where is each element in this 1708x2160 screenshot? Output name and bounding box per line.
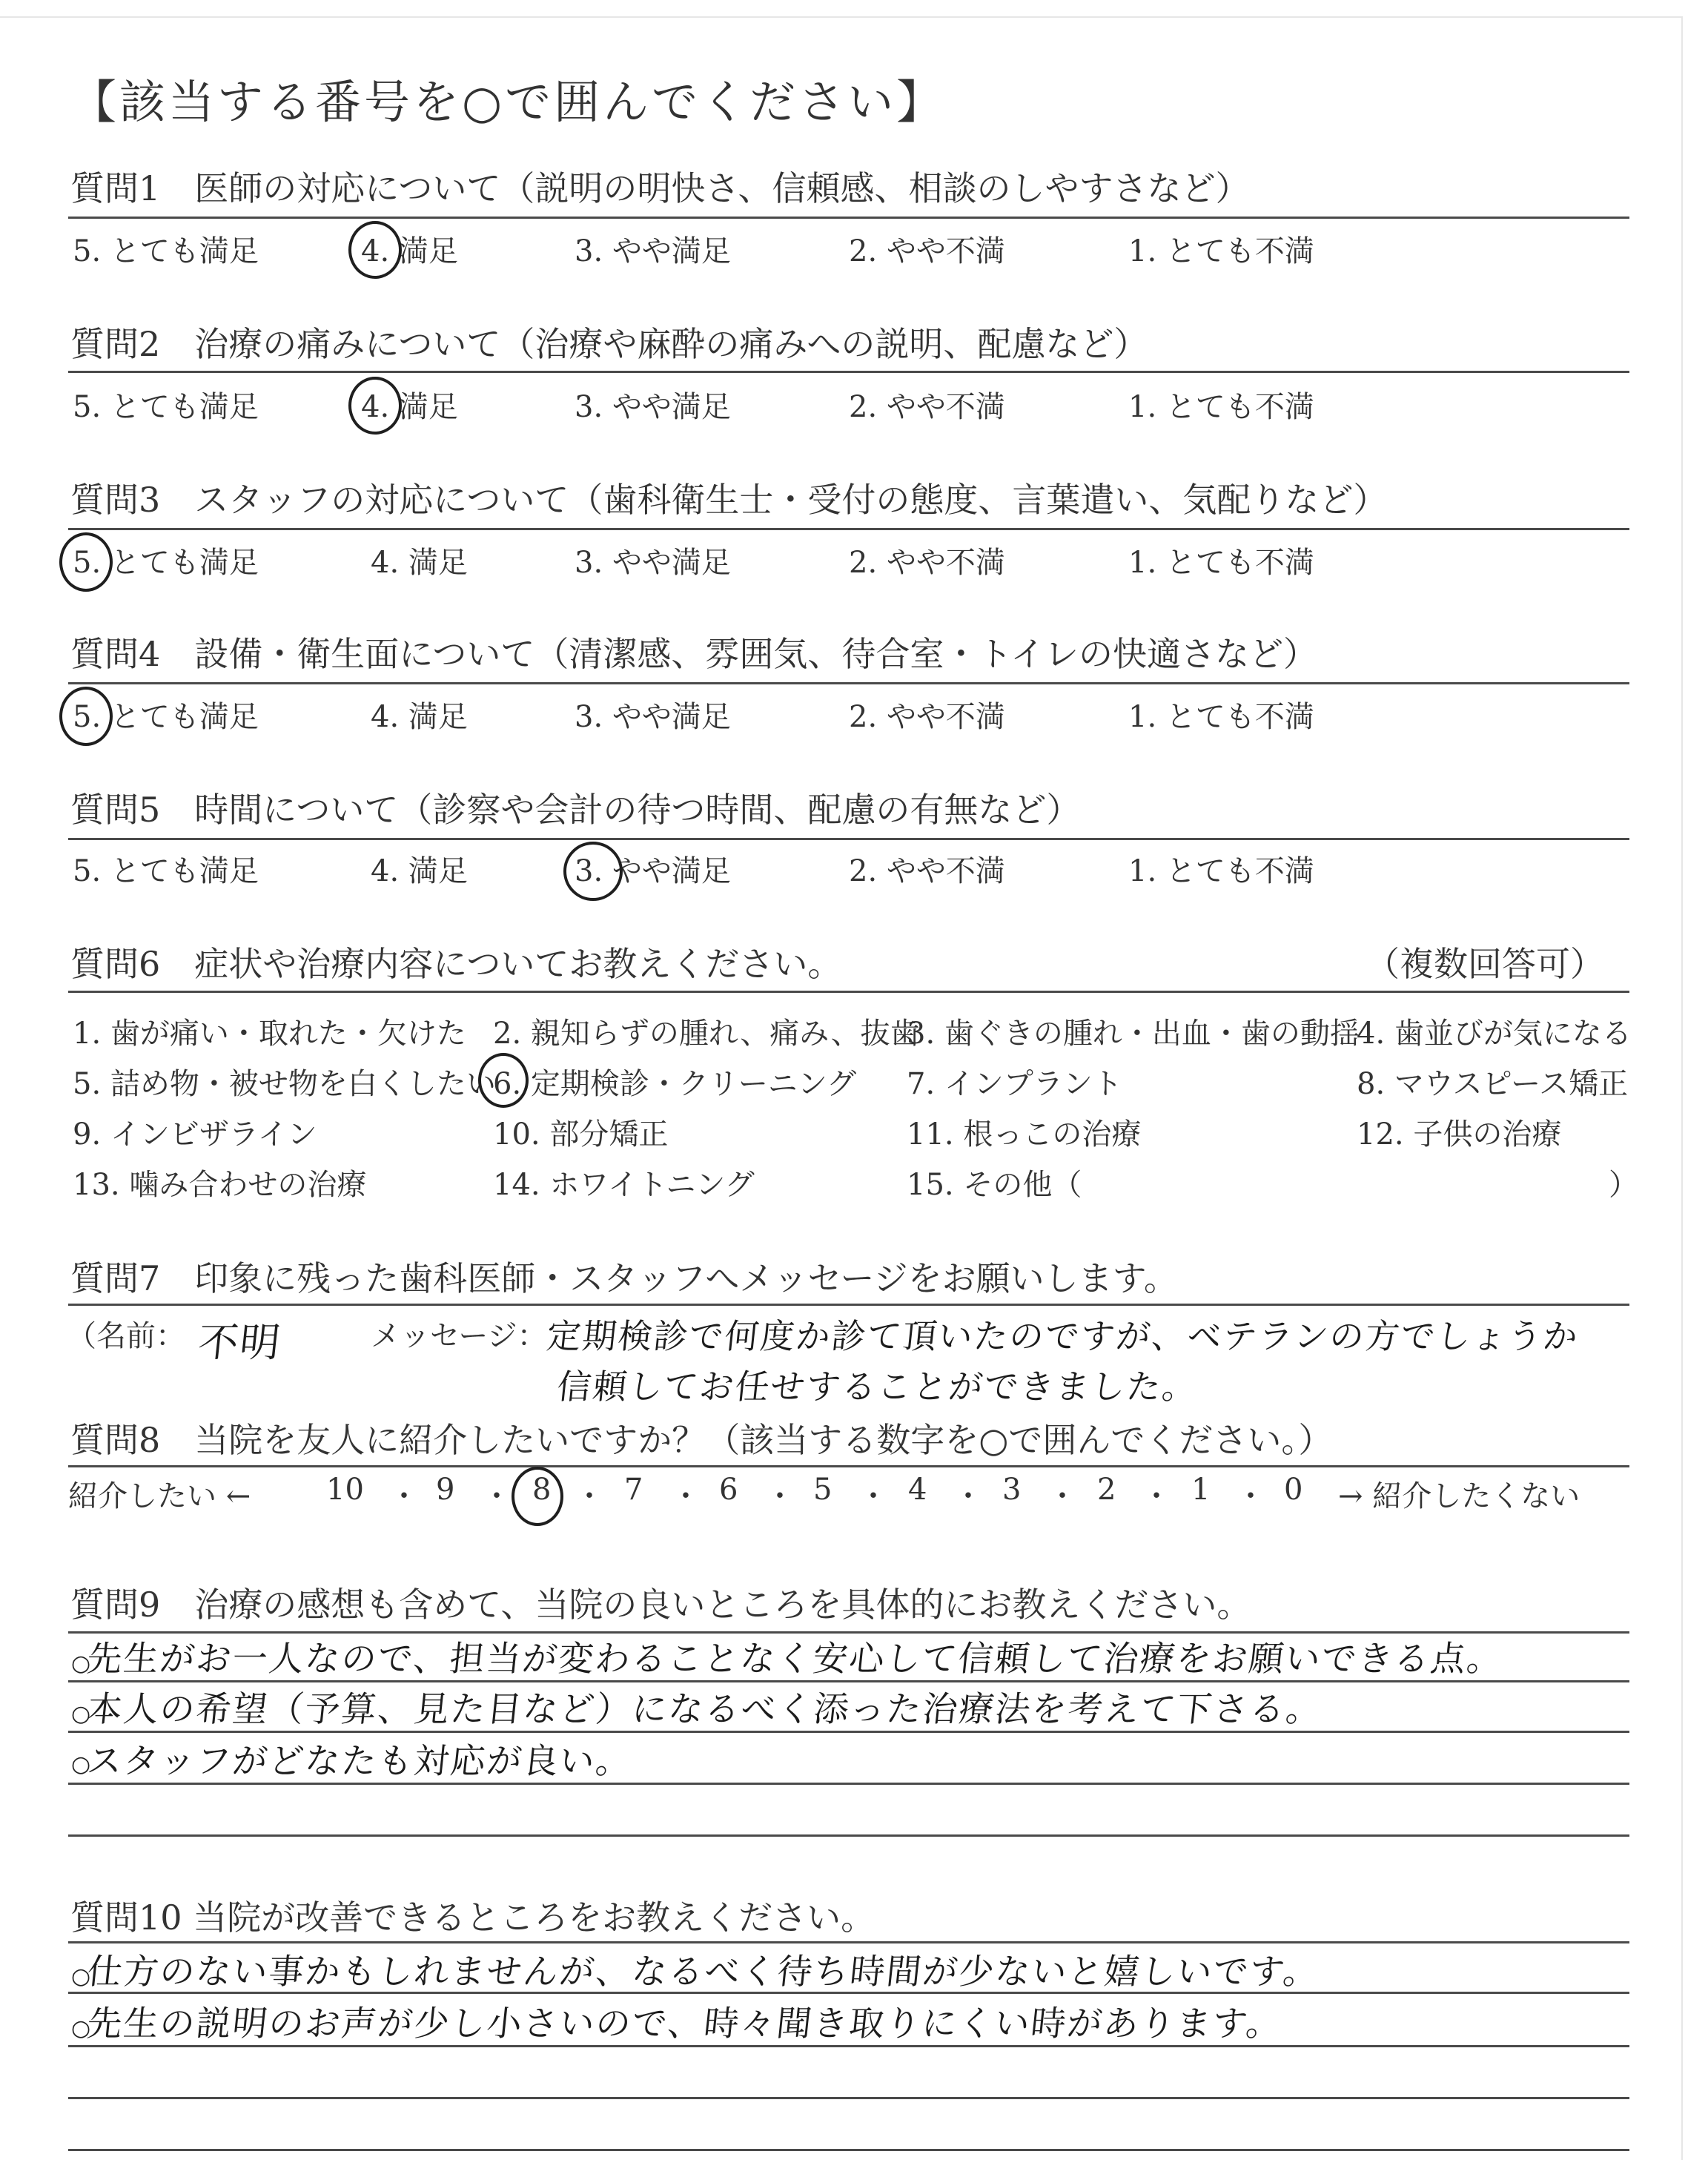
question-9-rule-5 xyxy=(68,1834,1629,1837)
q8-answer-circle xyxy=(512,1467,563,1526)
q8-scale-right-label: → 紹介したくない xyxy=(1338,1479,1580,1513)
q4-option-2[interactable]: 2. やや不満 xyxy=(849,700,1005,734)
q6-option-11[interactable]: 11. 根っこの治療 xyxy=(907,1117,1142,1152)
q2-option-1[interactable]: 1. とても不満 xyxy=(1128,390,1314,424)
q4-option-5[interactable]: 5. とても満足 xyxy=(73,700,259,734)
q8-separator: ・ xyxy=(1142,1479,1171,1513)
q5-option-2[interactable]: 2. やや不満 xyxy=(849,854,1005,888)
q3-option-2[interactable]: 2. やや不満 xyxy=(849,546,1005,580)
q8-separator: ・ xyxy=(671,1479,701,1513)
q8-option-3[interactable]: 3 xyxy=(1002,1473,1022,1507)
q1-option-2[interactable]: 2. やや不満 xyxy=(849,234,1005,268)
q7-name-label: （名前： xyxy=(67,1319,185,1353)
q4-option-4[interactable]: 4. 満足 xyxy=(371,700,468,734)
q8-separator: ・ xyxy=(482,1479,512,1513)
question-10-rule-5 xyxy=(68,2149,1629,2151)
q8-option-2[interactable]: 2 xyxy=(1097,1473,1116,1507)
q8-separator: ・ xyxy=(1047,1479,1077,1513)
q7-name-value[interactable]: 不明 xyxy=(196,1319,284,1366)
q1-option-5[interactable]: 5. とても満足 xyxy=(73,234,259,268)
q6-option-8[interactable]: 8. マウスピース矯正 xyxy=(1357,1067,1629,1101)
q2-option-4[interactable]: 4. 満足 xyxy=(361,390,458,424)
q10-bullet: ○ xyxy=(71,1964,91,1989)
q6-option-10[interactable]: 10. 部分矯正 xyxy=(493,1117,669,1152)
question-1-rule xyxy=(68,217,1629,219)
q5-option-5[interactable]: 5. とても満足 xyxy=(73,854,259,888)
question-4-heading: 質問4 設備・衛生面について（清潔感、雰囲気、待合室・トイレの快適さなど） xyxy=(70,634,1318,674)
q8-option-10[interactable]: 10 xyxy=(326,1473,364,1507)
q6-option-14[interactable]: 14. ホワイトニング xyxy=(493,1168,755,1202)
q9-bullet: ○ xyxy=(71,1701,91,1727)
question-8-heading: 質問8 当院を友人に紹介したいですか？（該当する数字を○で囲んでください。） xyxy=(70,1420,1333,1460)
q6-option-3[interactable]: 3. 歯ぐきの腫れ・出血・歯の動揺 xyxy=(907,1017,1360,1051)
q4-option-1[interactable]: 1. とても不満 xyxy=(1128,700,1314,734)
q8-option-7[interactable]: 7 xyxy=(624,1473,643,1507)
q8-option-0[interactable]: 0 xyxy=(1284,1473,1303,1507)
question-9-heading: 質問9 治療の感想も含めて、当院の良いところを具体的にお教えください。 xyxy=(70,1585,1251,1625)
q9-bullet: ○ xyxy=(71,1651,91,1677)
q4-answer-circle xyxy=(59,687,113,746)
q8-option-6[interactable]: 6 xyxy=(719,1473,738,1507)
q4-option-3[interactable]: 3. やや満足 xyxy=(575,700,731,734)
q6-option-6[interactable]: 6. 定期検診・クリーニング xyxy=(493,1067,857,1101)
question-2-rule xyxy=(68,371,1629,373)
q6-option-2[interactable]: 2. 親知らずの腫れ、痛み、抜歯 xyxy=(493,1017,920,1051)
q5-option-1[interactable]: 1. とても不満 xyxy=(1128,854,1314,888)
q5-option-3[interactable]: 3. やや満足 xyxy=(575,854,731,888)
q7-message-label: メッセージ： xyxy=(371,1319,547,1353)
q6-other-close-paren: ） xyxy=(1609,1168,1638,1202)
q8-option-1[interactable]: 1 xyxy=(1191,1473,1211,1507)
question-1-heading: 質問1 医師の対応について（説明の明快さ、信頼感、相談のしやすさなど） xyxy=(70,168,1250,208)
question-6-heading: 質問6 症状や治療内容についてお教えください。 xyxy=(70,944,842,984)
q5-option-4[interactable]: 4. 満足 xyxy=(371,854,468,888)
q3-option-5[interactable]: 5. とても満足 xyxy=(73,546,259,580)
q2-answer-circle xyxy=(348,377,402,435)
q8-option-5[interactable]: 5 xyxy=(813,1473,833,1507)
question-8-rule xyxy=(68,1465,1629,1467)
question-10-rule-4 xyxy=(68,2097,1629,2099)
q10-answer-line-2[interactable]: 先生の説明のお声が少し小さいので、時々聞き取りにくい時があります。 xyxy=(85,2004,1285,2044)
q10-bullet: ○ xyxy=(71,2015,91,2041)
q3-option-1[interactable]: 1. とても不満 xyxy=(1128,546,1314,580)
q6-option-5[interactable]: 5. 詰め物・被せ物を白くしたい xyxy=(73,1067,496,1101)
q7-message-line-1[interactable]: 定期検診で何度か診て頂いたのですが、ベテランの方でしょうか xyxy=(544,1316,1581,1356)
question-5-rule xyxy=(68,838,1629,840)
q7-message-line-2[interactable]: 信頼してお任せすることができました。 xyxy=(555,1367,1200,1407)
q9-answer-line-2[interactable]: 本人の希望（予算、見た目など）になるべく添った治療法を考えて下さる。 xyxy=(85,1689,1325,1730)
q6-option-1[interactable]: 1. 歯が痛い・取れた・欠けた xyxy=(73,1017,466,1051)
q8-option-8[interactable]: 8 xyxy=(532,1473,552,1507)
q6-option-7[interactable]: 7. インプラント xyxy=(907,1067,1122,1101)
question-6-rule xyxy=(68,991,1629,993)
q1-answer-circle xyxy=(348,221,402,279)
q2-option-5[interactable]: 5. とても満足 xyxy=(73,390,259,424)
q1-option-3[interactable]: 3. やや満足 xyxy=(575,234,731,268)
q9-answer-line-1[interactable]: 先生がお一人なので、担当が変わることなく安心して信頼して治療をお願いできる点。 xyxy=(85,1639,1506,1680)
q8-option-4[interactable]: 4 xyxy=(908,1473,927,1507)
q9-answer-line-3[interactable]: スタッフがどなたも対応が良い。 xyxy=(85,1741,635,1782)
q8-separator: ・ xyxy=(953,1479,983,1513)
q5-answer-circle xyxy=(563,842,623,901)
question-2-heading: 質問2 治療の痛みについて（治療や麻酔の痛みへの説明、配慮など） xyxy=(70,324,1148,364)
question-5-heading: 質問5 時間について（診察や会計の待つ時間、配慮の有無など） xyxy=(70,790,1081,830)
q1-option-1[interactable]: 1. とても不満 xyxy=(1128,234,1314,268)
q8-separator: ・ xyxy=(1236,1479,1265,1513)
page-right-edge xyxy=(1681,16,1683,2160)
q9-bullet: ○ xyxy=(71,1751,91,1777)
q6-answer-circle xyxy=(478,1053,529,1108)
q8-separator: ・ xyxy=(389,1479,419,1513)
q6-option-9[interactable]: 9. インビザライン xyxy=(73,1117,317,1152)
q1-option-4[interactable]: 4. 満足 xyxy=(361,234,458,268)
q8-separator: ・ xyxy=(765,1479,795,1513)
q10-answer-line-1[interactable]: 仕方のない事かもしれませんが、なるべく待ち時間が少ないと嬉しいです。 xyxy=(85,1952,1322,1992)
q2-option-3[interactable]: 3. やや満足 xyxy=(575,390,731,424)
q8-separator: ・ xyxy=(858,1479,888,1513)
q6-option-12[interactable]: 12. 子供の治療 xyxy=(1357,1117,1562,1152)
question-3-heading: 質問3 スタッフの対応について（歯科衛生士・受付の態度、言葉遣い、気配りなど） xyxy=(70,480,1388,520)
question-7-rule xyxy=(68,1304,1629,1306)
question-6-note: （複数回答可） xyxy=(1366,944,1604,984)
page-top-edge xyxy=(0,16,1683,18)
q8-separator: ・ xyxy=(575,1479,604,1513)
q3-option-4[interactable]: 4. 満足 xyxy=(371,546,468,580)
q6-option-4[interactable]: 4. 歯並びが気になる xyxy=(1357,1017,1632,1051)
question-10-rule-1 xyxy=(68,1941,1629,1943)
q3-option-3[interactable]: 3. やや満足 xyxy=(575,546,731,580)
q6-option-13[interactable]: 13. 噛み合わせの治療 xyxy=(73,1168,367,1202)
q3-answer-circle xyxy=(59,532,113,592)
question-3-rule xyxy=(68,528,1629,530)
q6-option-15[interactable]: 15. その他（ xyxy=(907,1168,1082,1202)
q8-option-9[interactable]: 9 xyxy=(436,1473,455,1507)
question-10-heading: 質問10 当院が改善できるところをお教えください。 xyxy=(70,1898,875,1938)
q8-scale-left-label: 紹介したい ← xyxy=(68,1479,251,1513)
question-7-heading: 質問7 印象に残った歯科医師・スタッフへメッセージをお願いします。 xyxy=(70,1258,1178,1298)
form-instruction-header: 【該当する番号を○で囲んでください】 xyxy=(70,75,946,129)
question-4-rule xyxy=(68,682,1629,684)
q2-option-2[interactable]: 2. やや不満 xyxy=(849,390,1005,424)
